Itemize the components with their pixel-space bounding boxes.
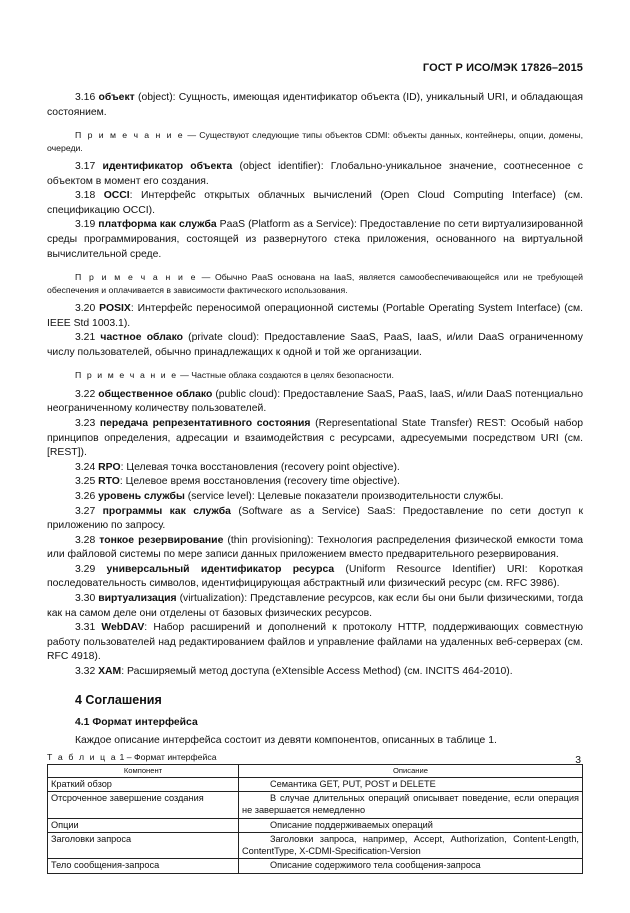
definition-paragraph [47, 621, 583, 665]
note-label: П р и м е ч а н и е [75, 130, 185, 141]
definition-number: 3.21 [75, 332, 96, 344]
definition-text: (service level): Целевые показатели производительности службы. [184, 490, 504, 502]
note-label: П р и м е ч а н и е [75, 370, 178, 381]
subsection-heading: 4.1 Формат интерфейса [75, 716, 198, 728]
definition-term: тонкое резервирование [99, 534, 224, 546]
definition-number: 3.32 [75, 666, 96, 678]
table-cell-description: Семантика GET, PUT, POST и DELETE [239, 777, 583, 792]
page-number: 3 [575, 755, 581, 766]
note-text: — Существуют следующие типы объектов CDMI: объекты данных, контейнеры, опции, домены, очереди. [47, 130, 583, 153]
definition-paragraph [47, 475, 583, 490]
definition-text: (object identifier): Глобально-уникальное значение, соотнесенное с объектом в момент его создания. [47, 161, 584, 187]
table-cell-component: Отсроченное завершение создания [48, 792, 239, 818]
table-row [48, 792, 583, 818]
definition-paragraph [47, 302, 583, 331]
note-paragraph [47, 271, 583, 296]
standard-header: ГОСТ Р ИСО/МЭК 17826–2015 [422, 62, 583, 74]
table-header-row [48, 765, 583, 778]
definition-text: (object): Сущность, имеющая идентификатор объекта (ID), уникальный URI, и обладающая состоянием. [47, 92, 584, 118]
definition-term: RPO [98, 461, 121, 473]
table-header-component: Компонент [48, 765, 239, 778]
definition-text: : Интерфейс открытых облачных вычислений (Open Cloud Computing Interface) (см. спецификацию OCCI). [47, 190, 583, 216]
table-cell-component: Тело сообщения-запроса [48, 859, 239, 874]
definition-number: 3.17 [75, 161, 96, 172]
definition-paragraph [47, 160, 583, 189]
document-body [47, 91, 583, 874]
table-cell-description: В случае длительных операций описывает поведение, если операция не завершается немедленно [239, 792, 583, 818]
definition-paragraph [47, 417, 583, 461]
definition-paragraph [47, 189, 583, 218]
definition-text: : Интерфейс переносимой операционной системы (Portable Operating System Interface) (см. IEEE Std 1003.1). [47, 302, 583, 329]
definition-text: (thin provisioning): Технология распределения физической емкости тома или файловой системы по мере записи данных приложением вместо предварительного резервирования. [47, 534, 583, 561]
table-caption [47, 752, 583, 762]
definition-term: XAM [98, 666, 122, 678]
definition-term: программы как служба [102, 505, 231, 517]
section-heading: 4 Соглашения [75, 692, 162, 707]
definition-paragraph [47, 505, 583, 534]
note-paragraph [47, 129, 583, 154]
definition-paragraph [47, 91, 583, 120]
definition-term: WebDAV [101, 622, 145, 634]
table-cell-description: Заголовки запроса, например, Accept, Authorization, Content-Length, ContentType, X-CDMI-Specification-Version [239, 833, 583, 859]
definition-term: виртуализация [98, 593, 177, 605]
definition-number: 3.23 [75, 417, 96, 429]
definition-number: 3.18 [75, 190, 96, 202]
note-paragraph [47, 369, 583, 381]
definition-number: 3.26 [75, 490, 96, 502]
definition-text: (Uniform Resource Identifier) URI: Короткая последовательность символов, идентифицирующая абстрактный или физический ресурс (см. RFC 3986). [47, 563, 584, 590]
note-text: — Частные облака создаются в целях безопасности. [177, 370, 394, 381]
table-cell-description: Описание поддерживаемых операций [239, 818, 583, 833]
definition-text: (Representational State Transfer) REST: Особый набор принципов определения, адресации и взаимодействия с ресурсами, адресуемыми посредством URI (см. [REST]). [47, 417, 584, 459]
table-cell-component: Заголовки запроса [48, 833, 239, 859]
definition-number: 3.20 [75, 302, 96, 314]
definition-term: универсальный идентификатор ресурса [106, 563, 335, 575]
table-row [48, 859, 583, 874]
definition-paragraph [47, 490, 583, 505]
definition-number: 3.31 [75, 622, 96, 634]
definition-text: (virtualization): Представление ресурсов, как если бы они были физическими, тогда как на самом деле они отделены от базовых физических ресурсов. [47, 593, 583, 619]
definition-paragraph [47, 592, 583, 621]
definition-paragraph [47, 388, 583, 417]
definition-term: уровень службы [98, 490, 185, 502]
note-label: П р и м е ч а н и е [75, 272, 198, 283]
definition-paragraph [47, 534, 583, 563]
definition-text: (public cloud): Предоставление SaaS, PaaS, IaaS, и/или DaaS потенциально неограниченному количеству пользователей. [47, 388, 583, 415]
definition-number: 3.19 [75, 219, 96, 231]
note-text: — Обычно PaaS основана на IaaS, является самообеспечивающейся или не требующей обеспечения и оплачивается в зависимости фактического использования. [47, 272, 583, 295]
table-row [48, 833, 583, 859]
definition-number: 3.25 [75, 476, 96, 488]
definition-number: 3.16 [75, 92, 96, 103]
definition-text: : Целевое время восстановления (recovery time objective). [119, 476, 400, 488]
definition-term: объект [98, 92, 135, 103]
table-cell-component: Опции [48, 818, 239, 833]
definition-paragraph [47, 665, 583, 680]
definition-text: : Расширяемый метод доступа (eXtensible Access Method) (см. INCITS 464-2010). [121, 666, 513, 678]
table-caption-text: 1 – Формат интерфейса [117, 752, 217, 763]
definition-term: платформа как служба [98, 219, 217, 231]
definitions-list [47, 91, 583, 680]
definition-term: передача репрезентативного состояния [99, 417, 311, 429]
definition-number: 3.28 [75, 534, 96, 546]
table-caption-label: Т а б л и ц а [47, 752, 118, 763]
definition-number: 3.29 [75, 563, 96, 575]
definition-paragraph [47, 563, 583, 592]
table-header-description: Описание [239, 765, 583, 778]
definition-text: (Software as a Service) SaaS: Предоставление по сети доступ к приложению по запросу. [47, 505, 583, 532]
definition-number: 3.30 [75, 593, 96, 605]
definition-term: POSIX [99, 302, 131, 314]
definition-paragraph [47, 461, 583, 476]
definition-text: PaaS (Platform as a Service): Предоставление по сети виртуализированной среды программирования, состоящей из развернутого стека приложения, основанного на виртуальной вычислительной среде. [47, 219, 584, 260]
definition-number: 3.22 [75, 388, 96, 400]
definition-text: (private cloud): Предоставление SaaS, PaaS, IaaS, и/или DaaS ограниченному числу пользователей, обычно принадлежащих к одной и той же организации. [47, 332, 583, 358]
definition-term: идентификатор объекта [102, 161, 233, 172]
table-row [48, 777, 583, 792]
interface-format-table [47, 764, 583, 874]
table-cell-component: Краткий обзор [48, 777, 239, 792]
definition-term: частное облако [100, 332, 183, 344]
table-cell-description: Описание содержимого тела сообщения-запроса [239, 859, 583, 874]
definition-paragraph [47, 218, 583, 262]
definition-text: : Набор расширений и дополнений к протоколу HTTP, поддерживающих совместную работу пользователей над редактированием файлов и управление файлами на удаленных веб-серверах (см. RFC 4918). [47, 622, 584, 663]
table-row [48, 818, 583, 833]
definition-paragraph [47, 331, 583, 360]
definition-number: 3.24 [75, 461, 96, 473]
definition-term: RTO [98, 476, 120, 488]
section-paragraph: Каждое описание интерфейса состоит из девяти компонентов, описанных в таблице 1. [75, 734, 497, 746]
definition-term: OCCI [103, 190, 130, 202]
definition-term: общественное облако [98, 388, 213, 400]
definition-number: 3.27 [75, 505, 96, 517]
definition-text: : Целевая точка восстановления (recovery point objective). [120, 461, 400, 473]
